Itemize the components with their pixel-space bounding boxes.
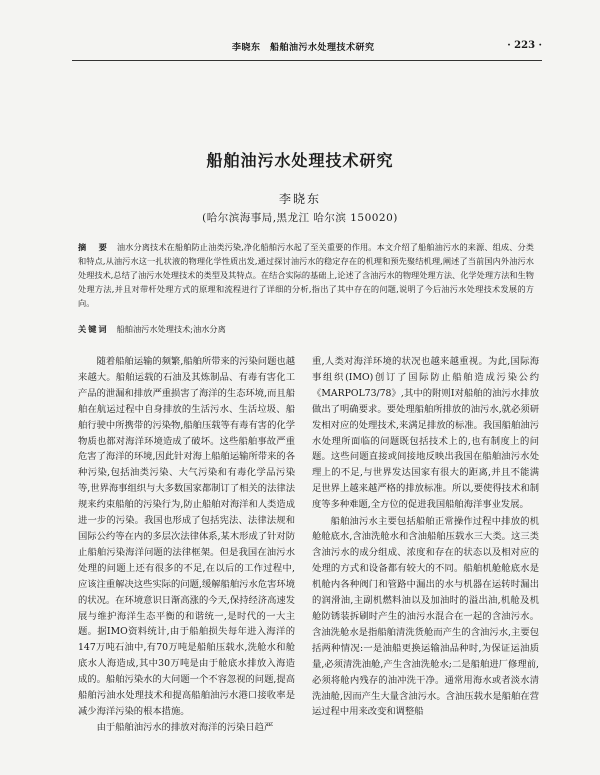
article-title: 船舶油污水处理技术研究 (206, 151, 394, 170)
keywords (78, 322, 534, 336)
running-head (72, 40, 542, 58)
keywords-text: 船舶油污水处理技术;油水分离 (116, 324, 226, 334)
body-paragraph: 随着船舶运输的频繁,船舶所带来的污染问题也越来越大。船舶运载的石油及其炼制品、有毒有害化工产品的泄漏和排放严重损害了海洋的生态环境,而且船舶在航运过程中自身排放的生活污水、生活垃圾、船舶行驶中所携带的污染物,船舶压载等有毒有害的化学物质也都对海洋环境造成了破坏。这些船舶事故严重危害了海洋的环境,因此针对海上船舶运输所带来的各种污染,包括油类污染、大气污染和有毒化学品污染等,世界海事组织与大多数国家都制订了相关的法律法规来约束船舶的污染行为,防止船舶对海洋和人类造成进一步的污染。我国也形成了包括宪法、法律法规和国际公约等在内的多层次法律体系,某木形成了针对防止船舶污染海洋问题的法律框架。但是我国在油污水处理的问题上还有很多的不足,在以后的工作过程中,应该注重解决这些实际的问题,缓解船舶污水危害环境的状况。在环境意识日渐高涨的今天,保持经济高速发展与维护海洋生态平衡的和谐统一,是时代的一大主题。据IMO资料统计,由于船舶损失每年进入海洋的147万吨石油中,有70万吨是船舶压载水,洗舱水和舱底水人海造成,其中30万吨是由于舱底水排放入海造成的。船舶污染水的大问题一个不容忽视的问题,提高船舶污油水处理技术和提高船舶油污水港口接收率是减少海洋污染的根本措施。 (78, 356, 295, 717)
body-column-left (78, 354, 295, 737)
abstract-label: 摘 要 (78, 242, 109, 252)
keywords-label: 关键词 (78, 324, 109, 334)
body-paragraph: 由于船舶油污水的排放对海洋的污染日趋严 (96, 722, 274, 734)
page-number: · 223 · (507, 40, 542, 51)
author-name: 李晓东 (278, 192, 321, 206)
abstract-text: 油水分离技术在船舶防止油类污染,净化船舶污水起了至关重要的作用。本文介绍了船舶油污水的来源、组成、分类和特点,从油污水这一扎状液的物理化学性质出发,通过探讨油污水的稳定存在的机理和预先聚结机理,阐述了当前国内外油污水处理技术,总结了油污水处理技术的类型及其特点。在结合实际的基础上,论述了含油污水的物理处理方法、化学处理方法和生物处理方法,并且对带杆处理方式的原理和流程进行了详细的分析,指出了其中存在的问题,说明了今后油污水处理技术发展的方向。 (78, 242, 534, 308)
header-rule (72, 60, 542, 61)
author-affiliation: (哈尔滨海事局,黑龙江 哈尔滨 150020) (202, 212, 398, 224)
body-paragraph: 重,人类对海洋环境的状况也越来越重视。为此,国际海事组织(IMO)创订了国际防止船舶造成污染公约 《MARPOL73/78》,其中的附则Ⅰ对船舶的油污水排放做出了明确要求。要处理船舶所排放的油污水,就必须研发相对应的处理技术,来满足排放的标准。我国船舶油污水处理所面临的问题既包括技术上的,也有制度上的问题。这些问题直接或间接地反映出我国在船舶油污水处理上的不足,与世界发达国家有很大的距离,并且不能满足世界上越来越严格的排放标准。所以,要使得技术和制度等多种难题,全方位的促进我国船舶海洋事业发展。 (312, 356, 549, 511)
body-column-right (312, 354, 549, 721)
abstract (78, 240, 534, 310)
body-paragraph: 船舶油污水主要包括船舶正常操作过程中排放的机舱舱底水,含油洗舱水和含油船舶压载水三大类。这三类含油污水的成分组成、浓度和存在的状态以及相对应的处理的方式和设备都有较大的不同。船舶机舱舱底水是机舱内各种阀门和管路中漏出的水与机器在运转时漏出的润滑油,主副机燃料油以及加油时的溢出油,机舱及机舱防锈装拆刷时产生的油污水混合在一起的含油污水。含油洗舱水是指船舶清洗货舱而产生的含油污水,主要包括两种情况:一是油船更换运输油品种时,为保证运油质量,必须清洗油舱,产生含油洗舱水;二是船舶进厂修理前,必须将舱内残存的油冲洗干净。通常用海水或者淡水清洗油舱,因而产生大量含油污水。含油压载水是船舶在营运过程中用来改变和调整船 (312, 515, 539, 718)
running-title: 李晓东 船舶油污水处理技术研究 (232, 43, 375, 53)
